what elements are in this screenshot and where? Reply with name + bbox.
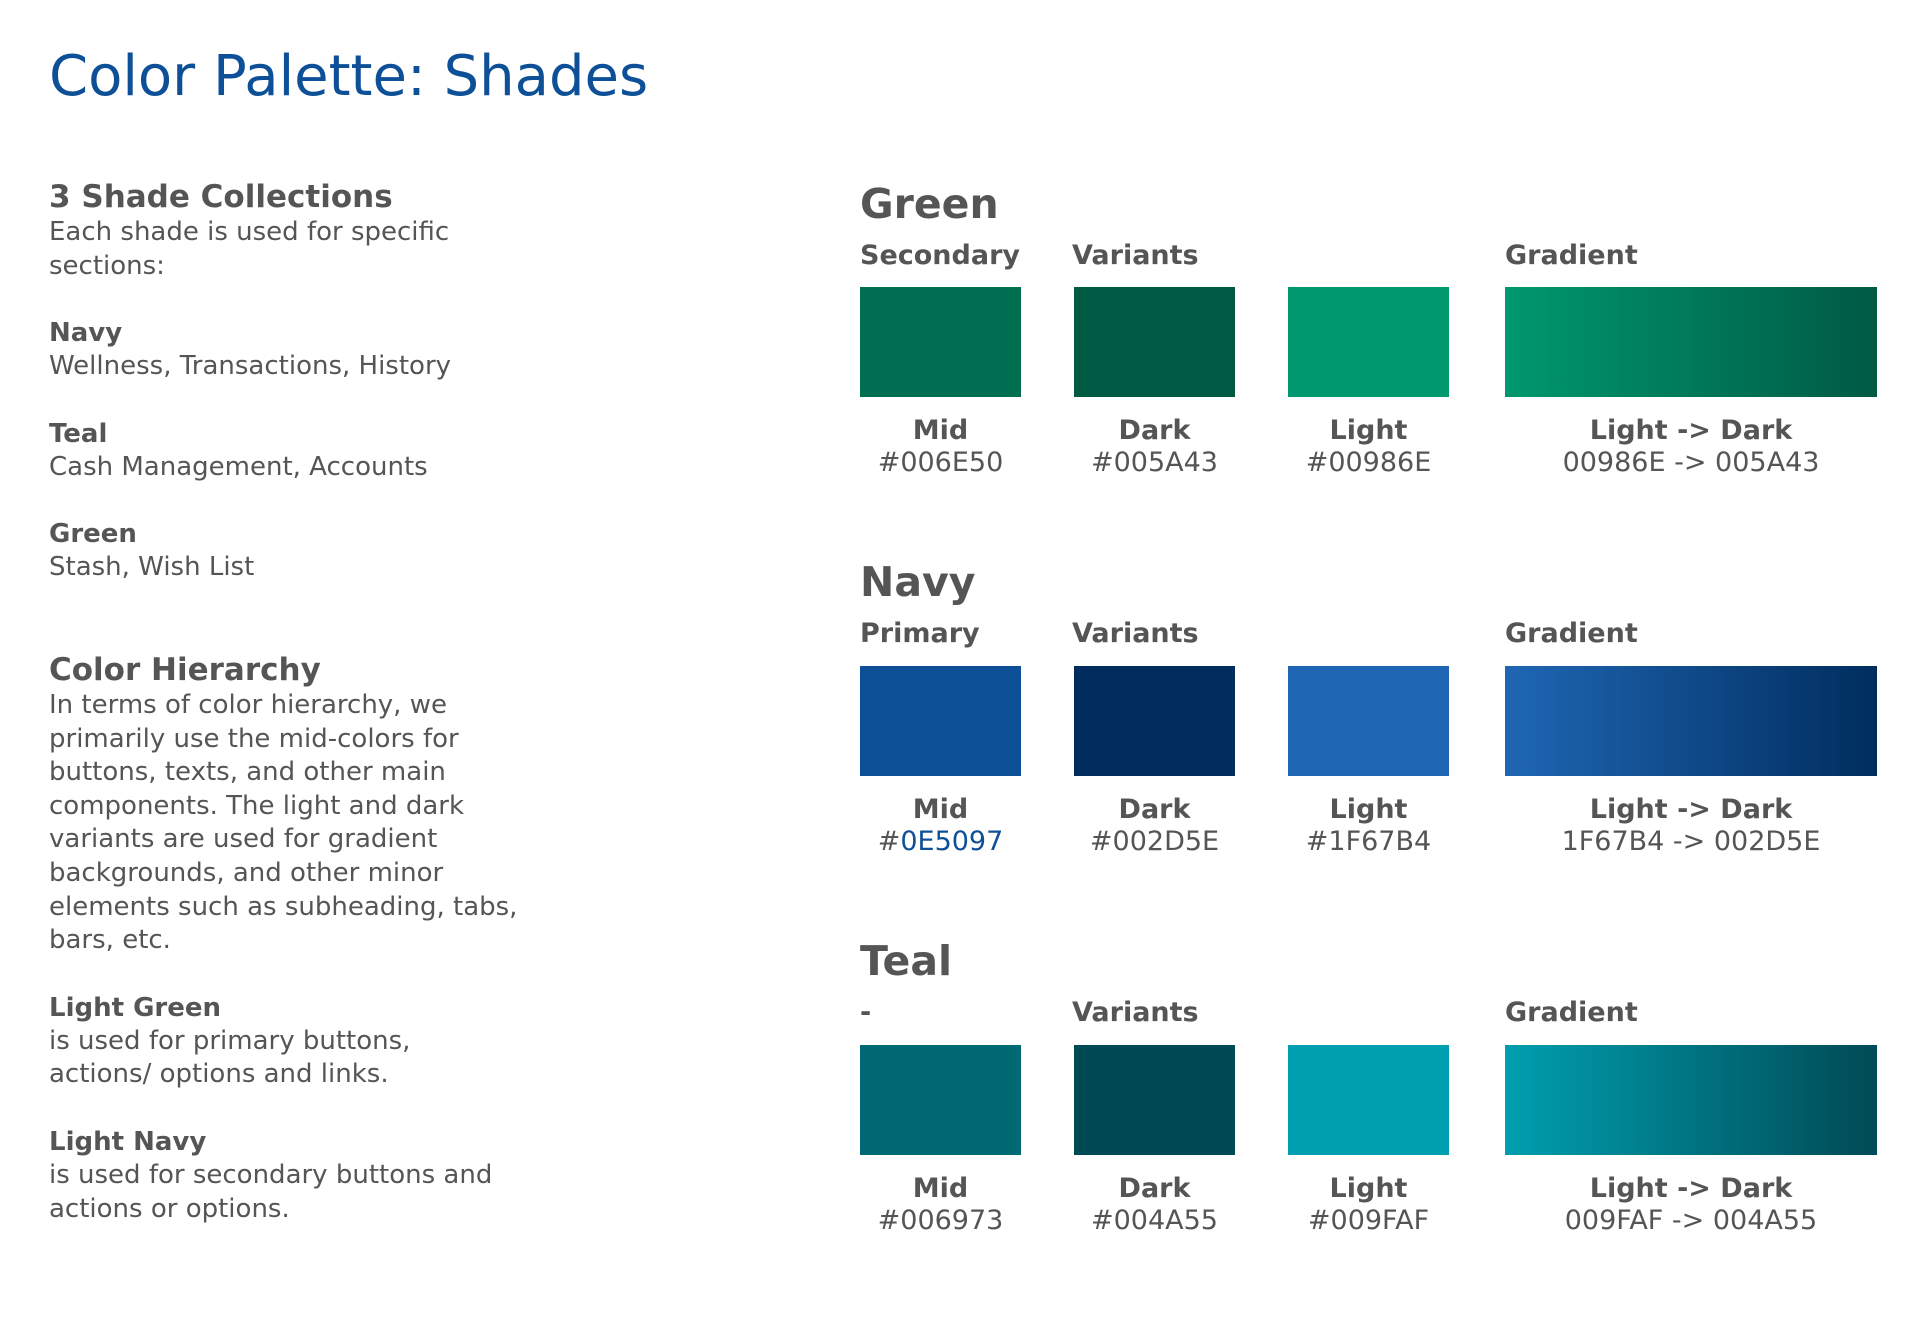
- collection-navy: [49, 316, 519, 384]
- intro-panel: [49, 178, 519, 1226]
- collection-name: Teal: [49, 418, 108, 449]
- hex-link-value[interactable]: 0E5097: [900, 826, 1004, 857]
- collection-name: Navy: [49, 318, 123, 349]
- light-navy-section: [49, 1125, 519, 1226]
- gradient-label: Gradient: [1505, 240, 1638, 271]
- gradient-value: 1F67B4 -> 002D5E: [1561, 826, 1821, 857]
- light-green-heading: Light Green: [49, 992, 222, 1023]
- color-hierarchy-heading: Color Hierarchy: [49, 651, 321, 688]
- color-swatch-mid: [860, 666, 1021, 776]
- swatch-hex: #006E50: [877, 447, 1004, 478]
- swatch-hex: #1F67B4: [1305, 826, 1432, 857]
- swatch-hex: #004A55: [1091, 1205, 1218, 1236]
- gradient-label: Gradient: [1505, 618, 1638, 649]
- light-green-text: is used for primary buttons, actions/ options and links.: [49, 1025, 411, 1090]
- swatch-name: Mid: [912, 415, 969, 446]
- swatch-hex: #005A43: [1091, 447, 1218, 478]
- group-title-teal: Teal: [860, 937, 953, 985]
- gradient-name: Light -> Dark: [1589, 415, 1793, 446]
- swatch-name: Mid: [912, 1173, 969, 1204]
- role-label: Primary: [860, 618, 980, 649]
- role-label: -: [860, 997, 872, 1028]
- role-label: Secondary: [860, 240, 1020, 271]
- swatch-name: Light: [1329, 415, 1408, 446]
- collection-desc: Stash, Wish List: [49, 552, 255, 583]
- color-hierarchy-text: In terms of color hierarchy, we primarily use the mid-colors for buttons, texts, and other main components. The light and dark variants are used for gradient backgrounds, and other minor elements such as subheading, tabs, bars, etc.: [49, 689, 518, 956]
- collection-name: Green: [49, 519, 137, 550]
- swatch-hex-link[interactable]: [860, 826, 1021, 857]
- color-swatch-dark: [1074, 666, 1235, 776]
- color-swatch-dark: [1074, 1045, 1235, 1155]
- collection-desc: Wellness, Transactions, History: [49, 351, 452, 382]
- collection-green: [49, 517, 519, 585]
- color-hierarchy-section: [49, 651, 519, 958]
- gradient-name: Light -> Dark: [1589, 1173, 1793, 1204]
- gradient-name: Light -> Dark: [1589, 794, 1793, 825]
- shade-collections-heading: 3 Shade Collections: [49, 179, 393, 215]
- color-swatch-mid: [860, 1045, 1021, 1155]
- swatch-hex: #00986E: [1305, 447, 1432, 478]
- color-swatch-dark: [1074, 287, 1235, 397]
- swatch-name: Light: [1329, 794, 1408, 825]
- swatch-hex: #009FAF: [1307, 1205, 1430, 1236]
- shade-collections-text: Each shade is used for specific sections:: [49, 217, 450, 281]
- gradient-swatch: [1505, 1045, 1877, 1155]
- color-swatch-mid: [860, 287, 1021, 397]
- light-navy-text: is used for secondary buttons and actions or options.: [49, 1159, 493, 1224]
- swatch-name: Dark: [1118, 794, 1191, 825]
- gradient-label: Gradient: [1505, 997, 1638, 1028]
- color-swatch-light: [1288, 287, 1449, 397]
- hex-hash: #: [877, 826, 901, 857]
- collection-desc: Cash Management, Accounts: [49, 451, 428, 482]
- swatch-hex: #002D5E: [1089, 826, 1220, 857]
- gradient-swatch: [1505, 287, 1877, 397]
- light-green-section: [49, 991, 519, 1092]
- group-title-green: Green: [860, 180, 999, 228]
- shade-collections-section: [49, 178, 519, 283]
- color-swatch-light: [1288, 666, 1449, 776]
- group-title-navy: Navy: [860, 558, 976, 606]
- collection-teal: [49, 417, 519, 485]
- swatch-hex: #006973: [877, 1205, 1004, 1236]
- variants-label: Variants: [1072, 240, 1199, 271]
- variants-label: Variants: [1072, 618, 1199, 649]
- gradient-value: 00986E -> 005A43: [1562, 447, 1820, 478]
- swatch-name: Dark: [1118, 415, 1191, 446]
- gradient-value: 009FAF -> 004A55: [1564, 1205, 1818, 1236]
- swatch-name: Dark: [1118, 1173, 1191, 1204]
- color-swatch-light: [1288, 1045, 1449, 1155]
- gradient-swatch: [1505, 666, 1877, 776]
- variants-label: Variants: [1072, 997, 1199, 1028]
- light-navy-heading: Light Navy: [49, 1126, 207, 1157]
- page-title: Color Palette: Shades: [49, 44, 649, 109]
- swatch-name: Light: [1329, 1173, 1408, 1204]
- swatch-name: Mid: [912, 794, 969, 825]
